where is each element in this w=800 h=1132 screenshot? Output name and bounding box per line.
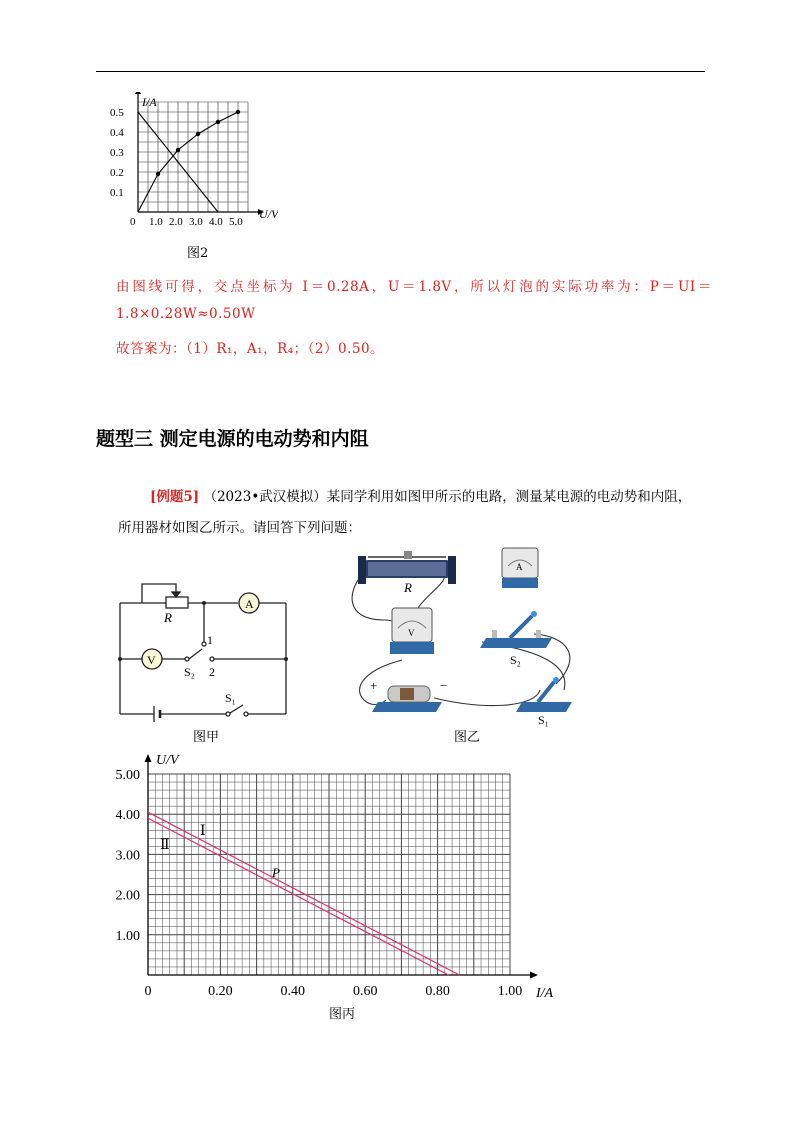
figure2-x-axis-label: U/V xyxy=(259,207,278,221)
figure2-x-tick: 4.0 xyxy=(209,216,223,228)
yi-label-minus: − xyxy=(440,678,448,693)
figure2-x-tick: 2.0 xyxy=(169,216,183,228)
yi-label-s2: S₂ xyxy=(510,653,521,667)
bing-line-label-2: Ⅱ xyxy=(160,838,170,853)
yi-label-s1: S₁ xyxy=(538,713,549,727)
figure2-y-arrow xyxy=(135,92,141,94)
yi-label-plus: + xyxy=(370,678,378,693)
bing-y-axis-label: U/V xyxy=(156,753,179,768)
figure2-y-tick: 0.1 xyxy=(110,187,124,199)
jia-label-1: 1 xyxy=(207,633,213,647)
battery-drawing xyxy=(372,686,442,712)
switch-s2-drawing xyxy=(480,611,552,648)
figure2-y-tick: 0.4 xyxy=(110,127,124,139)
figure2-y-tick: 0.3 xyxy=(110,147,124,159)
example-text1: （2023•武汉模拟）某同学利用如图甲所示的电路，测量某电源的电动势和内阻， xyxy=(203,489,692,505)
figure2-data-point xyxy=(176,148,180,152)
figure2-data-point xyxy=(196,132,200,136)
bing-x-axis-label: I/A xyxy=(536,986,554,1001)
bing-y-tick: 1.00 xyxy=(115,928,140,944)
figure2-caption: 图2 xyxy=(187,246,209,261)
figure2-data-point xyxy=(236,110,240,114)
figure2-x-tick: 0 xyxy=(130,216,136,228)
answer-line2: 1.8×0.28W≈0.50W xyxy=(116,306,256,322)
yi-label-v: V xyxy=(408,628,415,638)
yi-label-r: R xyxy=(404,580,412,595)
bing-line-label-1: Ⅰ xyxy=(200,824,206,839)
bing-line-1 xyxy=(148,812,459,975)
figure2-y-axis-label: I/A xyxy=(142,95,157,109)
figure2-data-point xyxy=(156,172,160,176)
bing-x-tick: 0 xyxy=(144,984,152,999)
jia-label-2: 2 xyxy=(209,665,215,679)
figure2-y-tick: 0.2 xyxy=(110,167,124,179)
bing-x-tick: 0.20 xyxy=(208,984,233,999)
switch-s1-drawing xyxy=(516,677,572,712)
section-title: 题型三 测定电源的电动势和内阻 xyxy=(96,428,369,450)
figure2-x-tick: 5.0 xyxy=(229,216,243,228)
bing-line-2 xyxy=(148,818,448,975)
jia-label-s1: S₁ xyxy=(225,691,236,705)
figure-bing-chart xyxy=(100,748,570,1003)
bing-point-p: P xyxy=(272,865,280,880)
header-rule xyxy=(96,71,705,72)
figure2-x-tick: 3.0 xyxy=(189,216,203,228)
bing-x-tick: 0.40 xyxy=(280,984,306,999)
yi-label-a: A xyxy=(516,562,523,572)
jia-label-v: V xyxy=(147,653,156,667)
figure-yi-caption: 图乙 xyxy=(454,730,481,745)
bing-x-tick: 0.80 xyxy=(425,984,450,999)
bing-y-tick: 3.00 xyxy=(115,848,140,864)
bing-y-tick: 2.00 xyxy=(115,888,140,904)
bing-y-tick: 4.00 xyxy=(115,808,140,824)
figure2-x-tick: 1.0 xyxy=(149,216,163,228)
figure2-data-point xyxy=(216,120,220,124)
example-line2: 所用器材如图乙所示。请回答下列问题： xyxy=(118,520,361,536)
jia-label-s2: S₂ xyxy=(184,665,195,679)
bing-y-tick: 5.00 xyxy=(115,768,140,783)
bing-y-arrow xyxy=(145,754,152,762)
figure2-y-tick: 0.5 xyxy=(110,107,124,119)
figure2-chart xyxy=(108,92,278,252)
figure-jia-circuit xyxy=(112,576,298,724)
example-tag: [例题5] xyxy=(150,489,200,505)
answer-line3: 故答案为：（1）R₁，A₁，R₄；（2）0.50。 xyxy=(116,341,385,357)
figure-yi-equipment xyxy=(344,540,584,728)
figure-jia-caption: 图甲 xyxy=(193,730,220,745)
bing-x-arrow xyxy=(530,972,538,979)
jia-label-r: R xyxy=(164,610,172,625)
jia-label-a: A xyxy=(245,597,254,611)
figure-bing-caption: 图丙 xyxy=(329,1007,356,1022)
bing-x-tick: 1.00 xyxy=(497,984,523,999)
bing-x-tick: 0.60 xyxy=(352,984,378,999)
answer-line1: 由图线可得，交点坐标为 I＝0.28A，U＝1.8V，所以灯泡的实际功率为：P＝UI＝ xyxy=(116,279,712,295)
example-line1 xyxy=(150,485,691,505)
